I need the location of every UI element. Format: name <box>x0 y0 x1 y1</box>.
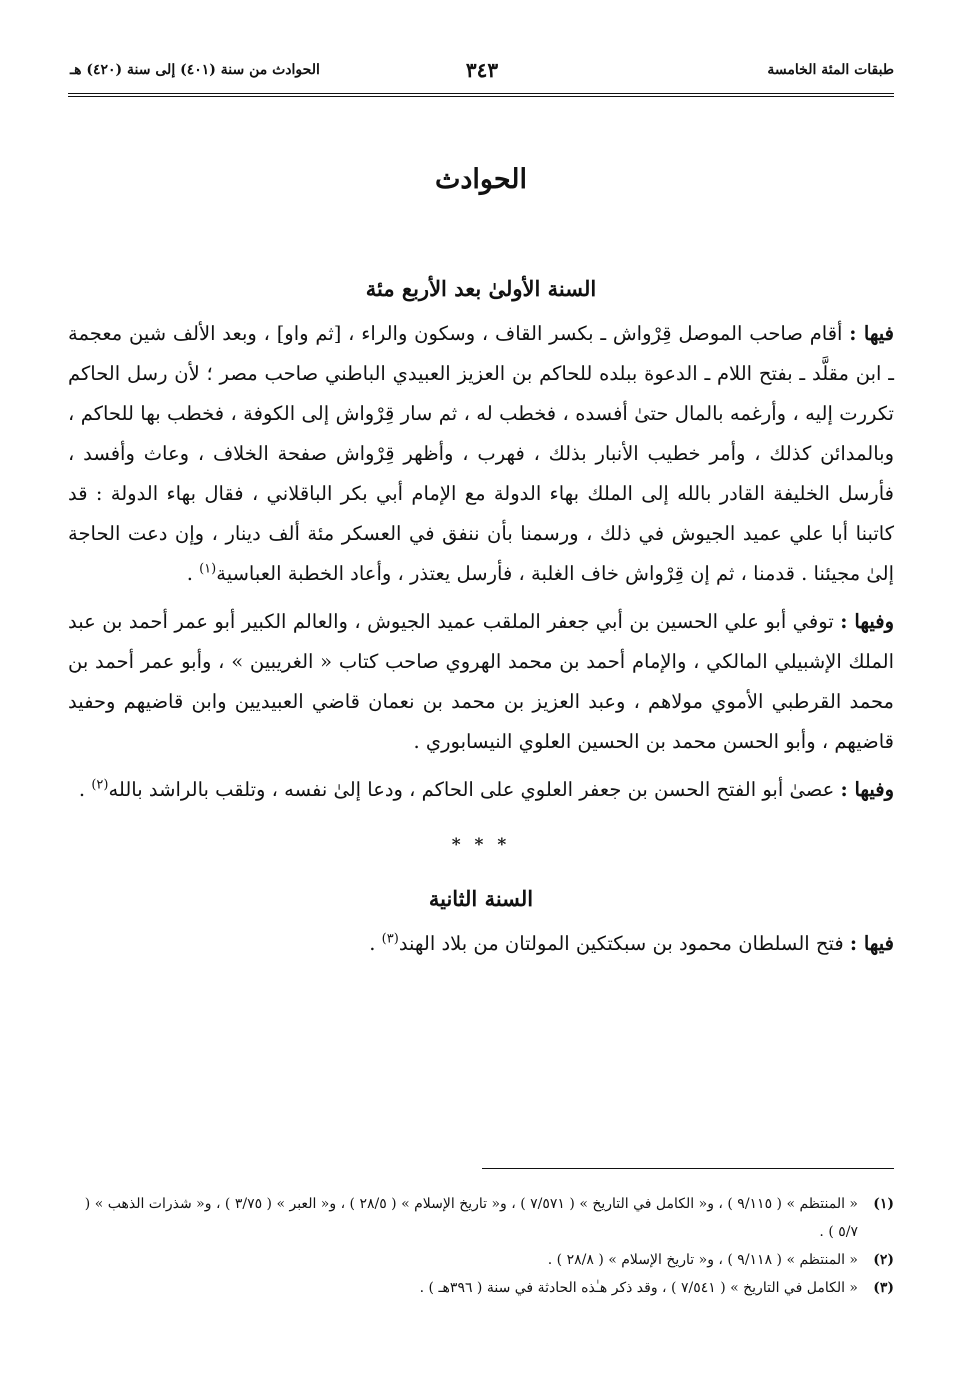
footnote-text: « المنتظم » ( ٩/١١٥ ) ، و« الكامل في التاريخ » ( ٧/٥٧١ ) ، و« تاريخ الإسلام » ( ٢٨/٥ ) ، و« العبر » ( ٣/٧٥ ) ، و« شذرات الذهب » ( ٥/٧ ) . <box>84 1196 858 1240</box>
running-header-range: الحوادث من سنة (٤٠١) إلى سنة (٤٢٠) هـ <box>70 62 320 78</box>
footnote-item <box>68 1246 894 1274</box>
footnote-item <box>68 1190 894 1246</box>
paragraph-text: توفي أبو علي الحسين بن أبي جعفر الملقب عميد الجيوش ، والعالم الكبير أبو عمر أحمد بن عبد الملك الإشبيلي المالكي ، والإمام أحمد بن محمد الهروي صاحب كتاب « الغريبين » ، وأبو عمر أحمد بن محمد القرطبي الأموي مولاهم ، وعبد العزيز بن محمد بن نعمان قاضي العبيديين وابن قاضيهم وحفيد قاضيهم ، وأبو الحسن محمد بن الحسين العلوي النيسابوري . <box>68 610 894 753</box>
chapter-title: الحوادث <box>434 164 528 195</box>
paragraph-text: عصىٰ أبو الفتح الحسن بن جعفر العلوي على الحاكم ، ودعا إلىٰ نفسه ، وتلقب بالراشد بالله <box>108 778 841 801</box>
footnote-number: (٣) <box>873 1280 894 1296</box>
running-header-book-title: طبقات المئة الخامسة <box>767 62 894 78</box>
footnote-rule <box>482 1168 894 1169</box>
main-text-column <box>68 160 894 972</box>
running-header <box>70 58 894 88</box>
header-rule-secondary <box>68 96 894 97</box>
footnote-ref[interactable]: (٣) <box>381 931 399 947</box>
footnote-ref[interactable]: (١) <box>199 561 217 577</box>
year2-paragraph-1 <box>68 924 894 964</box>
paragraph-lead: فيها : <box>849 932 894 955</box>
footnote-text: « الكامل في التاريخ » ( ٧/٥٤١ ) ، وقد ذكر هـٰذه الحادثة في سنة ( ٣٩٦هـ ) . <box>419 1280 858 1296</box>
footnote-ref[interactable]: (٢) <box>91 777 109 793</box>
footnote-item <box>68 1274 894 1302</box>
paragraph-tail: . <box>78 778 92 801</box>
paragraph-lead: فيها : <box>849 322 895 345</box>
year1-paragraph-1 <box>68 314 894 594</box>
year1-title: السنة الأولىٰ بعد الأربع مئة <box>365 276 597 301</box>
paragraph-lead: وفيها : <box>840 778 894 801</box>
paragraph-lead: وفيها : <box>840 610 894 633</box>
footnote-number: (٢) <box>873 1252 894 1268</box>
paragraph-text: فتح السلطان محمود بن سبكتكين المولتان من بلاد الهند <box>398 932 850 955</box>
page-number: ٣٤٣ <box>465 58 499 82</box>
footnote-text: « المنتظم » ( ٩/١١٨ ) ، و« تاريخ الإسلام » ( ٢٨/٨ ) . <box>547 1252 858 1268</box>
section-separator: * * * <box>451 835 511 855</box>
footnotes <box>68 1190 894 1302</box>
year1-paragraph-3 <box>68 770 894 810</box>
footnote-number: (١) <box>873 1196 894 1212</box>
paragraph-tail: . <box>186 562 200 585</box>
paragraph-text: أقام صاحب الموصل قِرْواش ـ بكسر القاف ، وسكون والراء ، [ثم واو] ، وبعد الألف شين معجمة ـ ابن مقلَّد ـ بفتح اللام ـ الدعوة ببلده للحاكم بن العزيز العبيدي الباطني صاحب مصر ؛ لأن رسل الحاكم تكررت إليه ، وأرغمه بالمال حتىٰ أفسده ، فخطب له ، ثم سار قِرْواش إلى الكوفة ، فخطب بها للحاكم ، وبالمدائن كذلك ، وأمر خطيب الأنبار بذلك ، فهرب ، وأظهر قِرْواش صفحة الخلاف ، وعاث وأفسد ، فأرسل الخليفة القادر بالله إلى الملك بهاء الدولة مع الإمام أبي بكر الباقلاني ، فقال بهاء الدولة : قد كاتبنا أبا علي عميد الجيوش في ذلك ، ورسمنا بأن ننفق في العسكر مئة ألف دينار ، وإن دعت الحاجة إلىٰ مجيئنا . قدمنا ، ثم إن قِرْواش خاف الغلبة ، فأرسل يعتذر ، وأعاد الخطبة العباسية <box>68 322 894 585</box>
year2-title: السنة الثانية <box>428 886 534 911</box>
header-rule <box>68 93 894 94</box>
year1-paragraph-2 <box>68 602 894 762</box>
paragraph-tail: . <box>369 932 382 955</box>
